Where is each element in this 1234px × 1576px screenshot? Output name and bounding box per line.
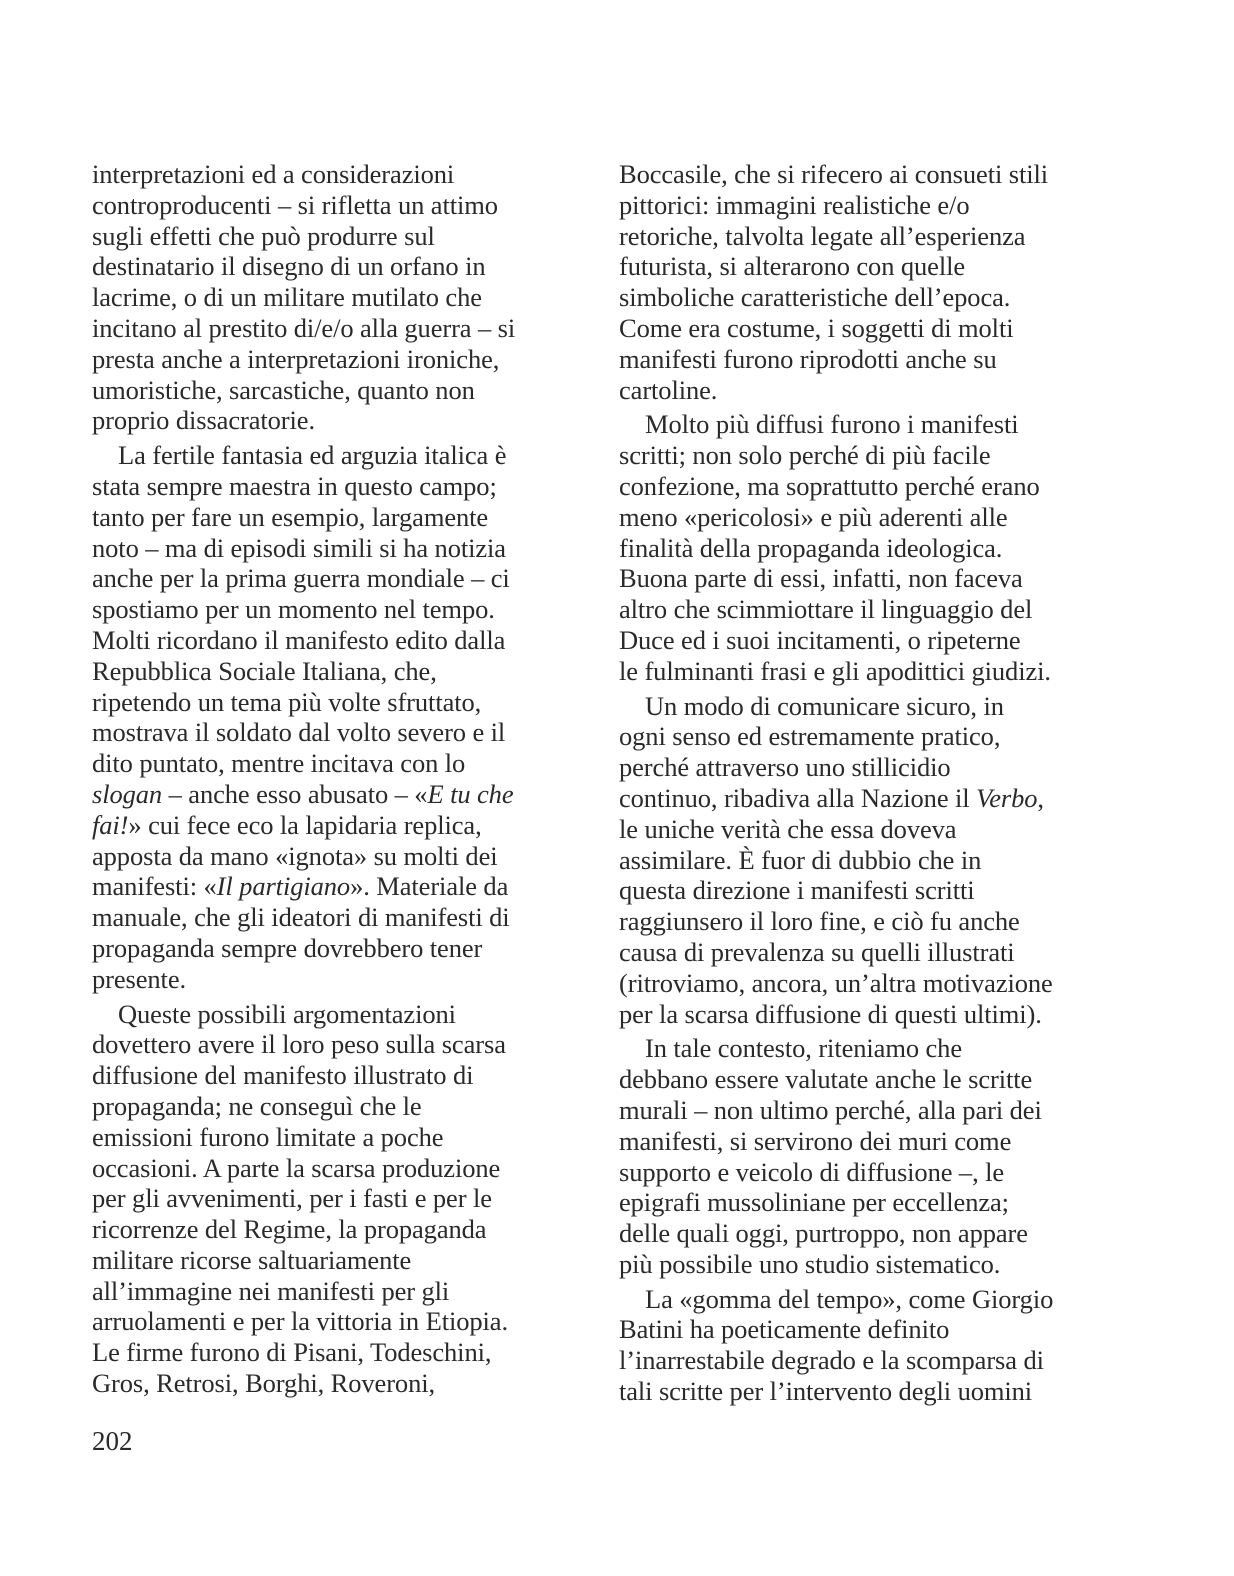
- text-line: meno «pericolosi» e più aderenti alle: [619, 501, 1008, 532]
- text-line: propaganda; ne conseguì che le: [92, 1090, 422, 1121]
- text-line: finalità della propaganda ideologica.: [619, 532, 1003, 563]
- text-line: altro che scimmiottare il linguaggio del: [619, 594, 1033, 625]
- text-line: confezione, ma soprattutto perché erano: [619, 470, 1040, 501]
- text-line: tali scritte per l’intervento degli uomini: [619, 1376, 1033, 1407]
- text-line: Un modo di comunicare sicuro, in: [645, 690, 1004, 721]
- text-line: manifesti, si servirono dei muri come: [619, 1125, 1012, 1156]
- text-line: umoristiche, sarcastiche, quanto non: [92, 374, 475, 405]
- text-line: destinatario il disegno di un orfano in: [92, 251, 486, 282]
- text-line: Queste possibili argomentazioni: [118, 998, 456, 1029]
- text-line: Come era costume, i soggetti di molti: [619, 312, 1014, 343]
- text-line: Molto più diffusi furono i manifesti: [645, 409, 1019, 440]
- text-line: spostiamo per un momento nel tempo.: [92, 594, 495, 625]
- text-line: noto – ma di episodi simili si ha notizia: [92, 532, 506, 563]
- text-segment: ,: [1037, 782, 1044, 813]
- text-line: causa di prevalenza su quelli illustrati: [619, 936, 1015, 967]
- text-line: più possibile uno studio sistematico.: [619, 1248, 1001, 1279]
- text-line: apposta da mano «ignota» su molti dei: [92, 840, 498, 871]
- text-line: militare ricorse saltuariamente: [92, 1244, 412, 1275]
- text-line: occasioni. A parte la scarsa produzione: [92, 1152, 501, 1183]
- text-line: arruolamenti e per la vittoria in Etiopia.: [92, 1306, 508, 1337]
- text-segment: manifesti: «: [92, 871, 217, 902]
- text-line: proprio dissacratorie.: [92, 405, 315, 436]
- italic-text: fai!: [92, 809, 129, 840]
- text-line: assimilare. È fuor di dubbio che in: [619, 844, 982, 875]
- text-line: all’immagine nei manifesti per gli: [92, 1275, 450, 1306]
- text-line: le fulminanti frasi e gli apodittici giudizi.: [619, 655, 1051, 686]
- italic-text: Verbo: [976, 782, 1038, 813]
- text-line: (ritroviamo, ancora, un’altra motivazione: [619, 967, 1053, 998]
- text-line: cartoline.: [619, 374, 718, 405]
- text-line: Duce ed i suoi incitamenti, o ripeterne: [619, 624, 1021, 655]
- text-line: propaganda sempre dovrebbero tener: [92, 932, 483, 963]
- text-line: supporto e veicolo di diffusione –, le: [619, 1156, 1005, 1187]
- text-segment: – anche esso abusato – «: [162, 778, 428, 809]
- text-line: l’inarrestabile degrado e la scomparsa di: [619, 1345, 1044, 1376]
- text-line: le uniche verità che essa doveva: [619, 813, 957, 844]
- text-line: emissioni furono limitate a poche: [92, 1121, 444, 1152]
- text-line: Boccasile, che si rifecero ai consueti stili: [619, 159, 1049, 189]
- text-line: retoriche, talvolta legate all’esperienza: [619, 220, 1026, 251]
- text-line: manuale, che gli ideatori di manifesti di: [92, 902, 510, 933]
- text-segment: » cui fece eco la lapidaria replica,: [128, 809, 482, 840]
- text-line: simboliche caratteristiche dell’epoca.: [619, 282, 1011, 313]
- text-line: lacrime, o di un militare mutilato che: [92, 282, 482, 313]
- text-line: ogni senso ed estremamente pratico,: [619, 721, 1001, 752]
- text-line: per la scarsa diffusione di questi ultimi).: [619, 998, 1042, 1029]
- text-line: perché attraverso uno stillicidio: [619, 752, 951, 783]
- text-line: Batini ha poeticamente definito: [619, 1314, 950, 1345]
- text-line: diffusione del manifesto illustrato di: [92, 1060, 474, 1091]
- text-line: tanto per fare un esempio, largamente: [92, 501, 489, 532]
- page-number: 202: [92, 1426, 133, 1456]
- text-line: presta anche a interpretazioni ironiche,: [92, 343, 500, 374]
- text-line: controproducenti – si rifletta un attimo: [92, 189, 498, 220]
- italic-text: E tu che: [427, 778, 514, 809]
- text-line: mostrava il soldato dal volto severo e il: [92, 717, 506, 748]
- text-line: delle quali oggi, purtroppo, non appare: [619, 1218, 1028, 1249]
- text-line: [619, 783, 1099, 814]
- text-line: per gli avvenimenti, per i fasti e per le: [92, 1183, 492, 1214]
- text-line: debbano essere valutate anche le scritte: [619, 1064, 1033, 1095]
- text-line: ricorrenze del Regime, la propaganda: [92, 1214, 487, 1245]
- text-line: anche per la prima guerra mondiale – ci: [92, 563, 510, 594]
- text-line: raggiunsero il loro fine, e ciò fu anche: [619, 906, 1020, 937]
- text-line: murali – non ultimo perché, alla pari dei: [619, 1094, 1042, 1125]
- text-line: sugli effetti che può produrre sul: [92, 220, 435, 251]
- text-segment: ». Materiale da: [350, 871, 509, 902]
- text-line: manifesti furono riprodotti anche su: [619, 343, 997, 374]
- text-line: ripetendo un tema più volte sfruttato,: [92, 686, 482, 717]
- text-line: Buona parte di essi, infatti, non faceva: [619, 563, 1023, 594]
- text-segment: continuo, ribadiva alla Nazione il: [619, 782, 977, 813]
- italic-text: slogan: [92, 778, 163, 809]
- text-line: interpretazioni ed a considerazioni: [92, 159, 455, 189]
- text-line: Repubblica Sociale Italiana, che,: [92, 655, 437, 686]
- text-line: Molti ricordano il manifesto edito dalla: [92, 624, 506, 655]
- text-line: incitano al prestito di/e/o alla guerra – si: [92, 312, 516, 343]
- text-line: In tale contesto, riteniamo che: [645, 1033, 962, 1064]
- text-line: pittorici: immagini realistiche e/o: [619, 189, 970, 220]
- text-line: La «gomma del tempo», come Giorgio: [645, 1283, 1054, 1314]
- text-line: epigrafi mussoliniane per eccellenza;: [619, 1187, 1009, 1218]
- text-line: scritti; non solo perché di più facile: [619, 440, 991, 471]
- italic-text: Il partigiano: [216, 871, 351, 902]
- text-line: [92, 810, 572, 841]
- text-line: questa direzione i manifesti scritti: [619, 875, 975, 906]
- text-line: [92, 871, 572, 902]
- text-line: dovettero avere il loro peso sulla scarsa: [92, 1029, 506, 1060]
- text-line: [92, 779, 572, 810]
- text-line: dito puntato, mentre incitava con lo: [92, 748, 466, 779]
- text-line: presente.: [92, 963, 187, 994]
- right-text-column: [619, 159, 1099, 1407]
- text-line: stata sempre maestra in questo campo;: [92, 470, 497, 501]
- left-text-column: [92, 159, 572, 1399]
- text-line: Le firme furono di Pisani, Todeschini,: [92, 1337, 492, 1368]
- text-line: La fertile fantasia ed arguzia italica è: [118, 440, 507, 471]
- text-line: Gros, Retrosi, Borghi, Roveroni,: [92, 1368, 436, 1399]
- text-line: futurista, si alterarono con quelle: [619, 251, 966, 282]
